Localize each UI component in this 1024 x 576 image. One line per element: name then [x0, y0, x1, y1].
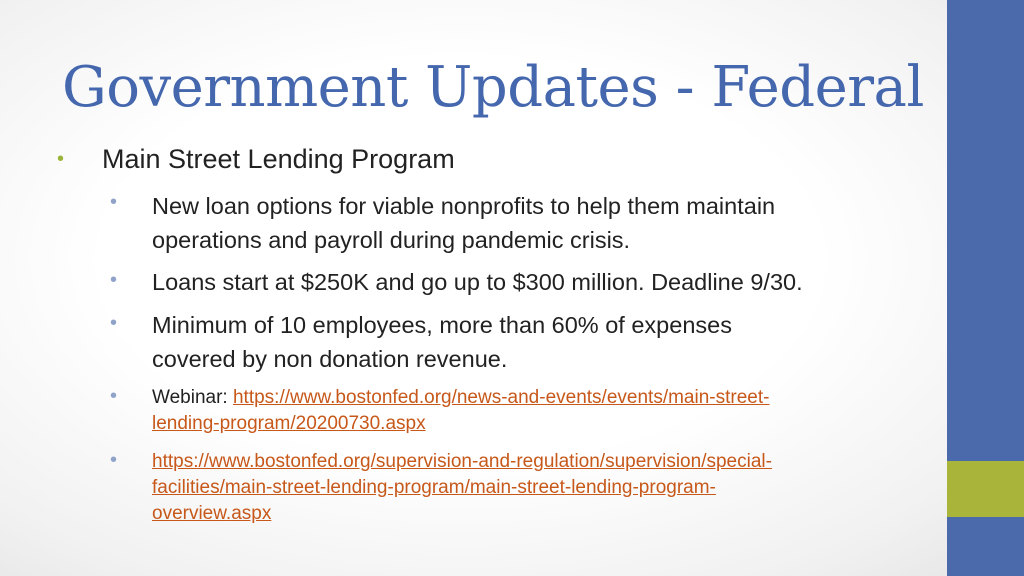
sub-bullet-line: [152, 501, 892, 527]
slide-title: Government Updates - Federal: [62, 55, 924, 120]
overview-link[interactable]: https://www.bostonfed.org/supervision-and-regulation/supervision/special-: [152, 451, 772, 472]
main-bullet-text: Main Street Lending Program: [102, 144, 455, 174]
side-accent-bar: [947, 461, 1024, 517]
webinar-label: Webinar:: [152, 387, 233, 408]
bullet-dot: •: [110, 449, 118, 471]
webinar-link[interactable]: https://www.bostonfed.org/news-and-events/events/main-street-: [232, 387, 770, 408]
sub-bullet-line: operations and payroll during pandemic crisis.: [152, 227, 631, 253]
sub-bullet-line: Minimum of 10 employees, more than 60% of expenses: [152, 312, 732, 338]
bullet-dot: •: [57, 148, 65, 170]
sub-bullet-overview-link: [152, 449, 892, 527]
sub-bullet-loan-range: [152, 265, 892, 299]
sub-bullet-line: [152, 475, 892, 501]
sub-bullet-line: Loans start at $250K and go up to $300 million. Deadline 9/30.: [152, 269, 803, 295]
sub-bullet-webinar: [152, 385, 892, 437]
sub-bullet-line: [152, 385, 892, 411]
webinar-link-continued[interactable]: lending-program/20200730.aspx: [152, 413, 426, 434]
sub-bullet-line: [152, 411, 892, 437]
bullet-dot: •: [110, 269, 118, 291]
sub-bullet-minimum-employees: [152, 308, 892, 376]
sub-bullet-line: [152, 449, 892, 475]
overview-link-end[interactable]: overview.aspx: [152, 503, 272, 524]
sub-bullet-loan-options: [152, 189, 892, 257]
sub-bullet-line: New loan options for viable nonprofits to help them maintain: [152, 193, 776, 219]
bullet-dot: •: [110, 191, 118, 213]
bullet-dot: •: [110, 385, 118, 407]
bullet-dot: •: [110, 312, 118, 334]
overview-link-continued[interactable]: facilities/main-street-lending-program/main-street-lending-program-: [152, 477, 716, 498]
sub-bullet-line: covered by non donation revenue.: [152, 346, 508, 372]
